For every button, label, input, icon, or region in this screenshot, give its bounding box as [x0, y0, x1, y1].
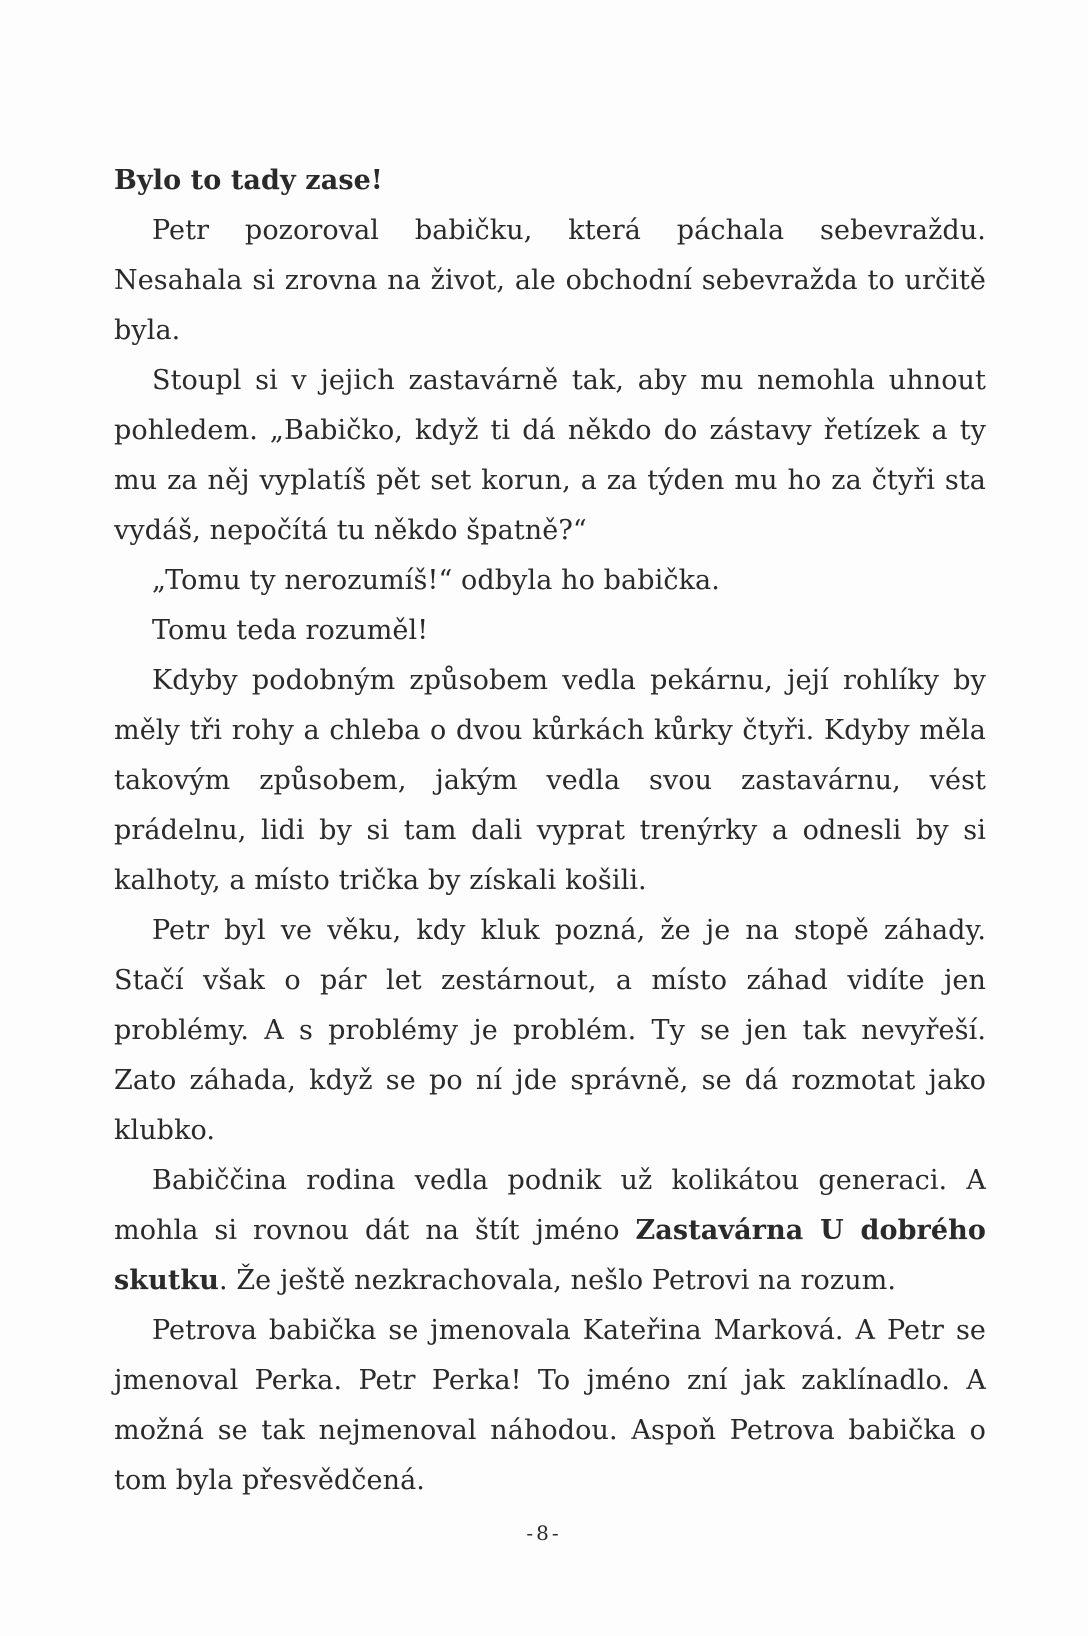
paragraph-1: Petr pozoroval babičku, která páchala sebevraždu. Nesahala si zrovna na život, ale obchodní sebevražda to určitě byla.: [114, 215, 986, 346]
paragraph-4: Tomu teda rozuměl!: [152, 615, 429, 646]
paragraph-8: Petrova babička se jmenovala Kateřina Marková. A Petr se jmenoval Perka. Petr Perka! To jméno zní jak zaklínadlo. A možná se tak nejmenoval náhodou. Aspoň Petrova babička o tom byla přesvědčená.: [114, 1315, 986, 1496]
paragraph-7-text-start: Babiččina rodina vedla podnik už kolikátou generaci. A mohla si rovnou dát na štít jméno: [114, 1165, 986, 1246]
paragraph-6: Petr byl ve věku, kdy kluk pozná, že je na stopě záhady. Stačí však o pár let zestárnout, a místo záhad vidíte jen problémy. A s problémy je problém. Ty se jen tak nevyřeší. Zato záhada, když se po ní jde správně, se dá rozmotat jako klubko.: [114, 915, 986, 1146]
page-number: -8-: [526, 1521, 562, 1545]
shop-name: Zastavárna U dobrého skutku: [114, 1215, 986, 1296]
paragraph-7-text-end: . Že ještě nezkrachovala, nešlo Petrovi na rozum.: [218, 1265, 897, 1296]
section-heading: Bylo to tady zase!: [114, 165, 383, 196]
body-text: [114, 156, 986, 1506]
paragraph-7: [114, 1156, 986, 1306]
paragraph-5: Kdyby podobným způsobem vedla pekárnu, její rohlíky by měly tři rohy a chleba o dvou kůrkách kůrky čtyři. Kdyby měla takovým způsobem, jakým vedla svou zastavárnu, vést prádelnu, lidi by si tam dali vyprat trenýrky a odnesli by si kalhoty, a místo trička by získali košili.: [114, 665, 986, 896]
paragraph-3: „Tomu ty nerozumíš!“ odbyla ho babička.: [152, 565, 720, 596]
paragraph-2: Stoupl si v jejich zastavárně tak, aby mu nemohla uhnout pohledem. „Babičko, když ti dá někdo do zástavy řetízek a ty mu za něj vyplatíš pět set korun, a za týden mu ho za čtyři sta vydáš, nepočítá tu někdo špatně?“: [114, 365, 986, 546]
